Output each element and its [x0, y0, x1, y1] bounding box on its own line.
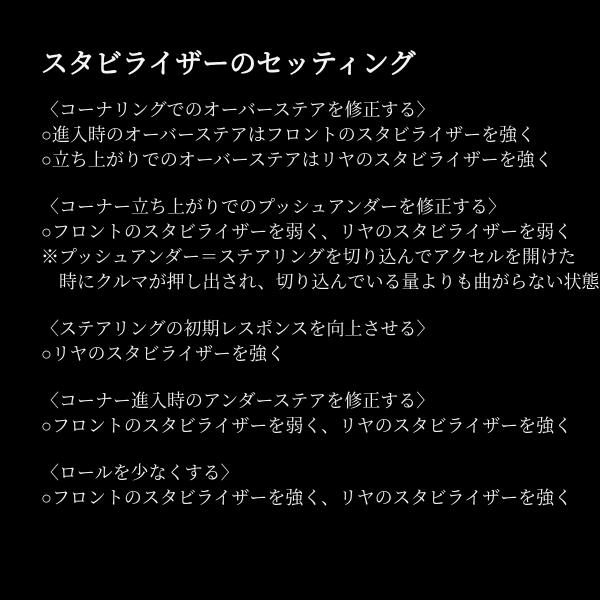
- section-heading: 〈ステアリングの初期レスポンスを向上させる〉: [41, 319, 435, 339]
- body-line: ○フロントのスタビライザーを弱く、リヤのスタビライザーを強く: [41, 416, 573, 436]
- section-heading: 〈ロールを少なくする〉: [41, 463, 239, 483]
- body-line: 時にクルマが押し出され、切り込んでいる量よりも曲がらない状態: [41, 272, 600, 292]
- body-line: ○進入時のオーバーステアはフロントのスタビライザーを強く: [41, 125, 536, 145]
- section-corner-exit-push-under: [41, 195, 600, 295]
- section-heading: 〈コーナー進入時のアンダーステアを修正する〉: [41, 391, 435, 411]
- body-line: ○フロントのスタビライザーを弱く、リヤのスタビライザーを弱く: [41, 222, 573, 242]
- section-cornering-oversteer: [41, 98, 590, 173]
- section-reduce-roll: [41, 461, 590, 511]
- body-line: ○立ち上がりでのオーバーステアはリヤのスタビライザーを強く: [41, 150, 553, 170]
- section-heading: 〈コーナリングでのオーバーステアを修正する〉: [41, 100, 435, 120]
- body-line: ○フロントのスタビライザーを強く、リヤのスタビライザーを強く: [41, 488, 573, 508]
- body-line: ○リヤのスタビライザーを強く: [41, 344, 285, 364]
- page-title: スタビライザーのセッティング: [41, 49, 416, 79]
- section-heading: 〈コーナー立ち上がりでのプッシュアンダーを修正する〉: [41, 197, 506, 217]
- section-steering-initial-response: [41, 317, 590, 367]
- body-line: ※プッシュアンダー＝ステアリングを切り込んでアクセルを開けた: [41, 247, 576, 267]
- section-corner-entry-understeer: [41, 389, 590, 439]
